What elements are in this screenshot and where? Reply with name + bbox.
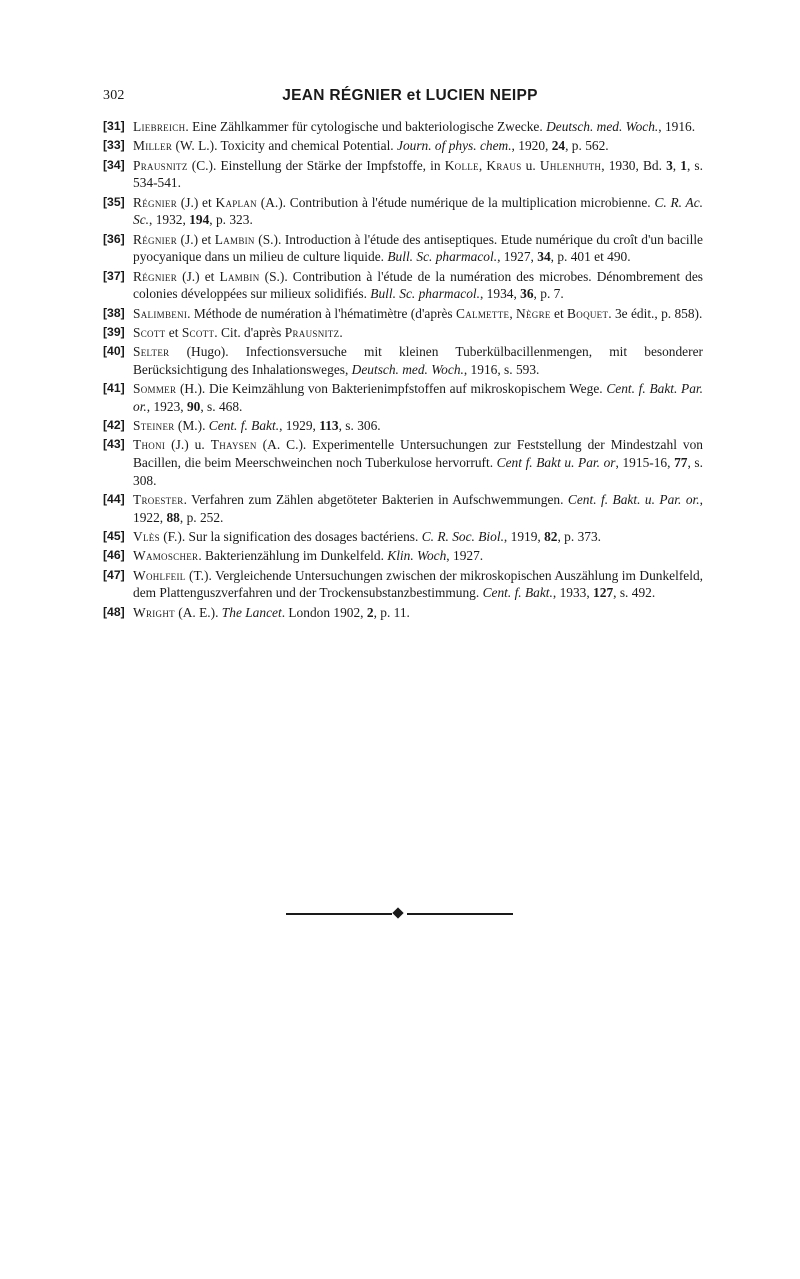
reference-fragment: (S.). Introduction à l'étude des antiseptiques. Etude numérique du croît d'un bacille pyocyanique dans un milieu de culture liquide.: [133, 231, 703, 265]
reference-text: [133, 324, 703, 342]
journal-title: Cent f. Bakt u. Par. or: [496, 455, 616, 471]
reference-fragment: , 1932,: [149, 212, 190, 228]
volume-number: 82: [544, 529, 558, 545]
reference-fragment: , 1916.: [658, 119, 696, 134]
reference-fragment: . Cit. d'après: [214, 324, 285, 340]
author-name: Salimbeni: [133, 305, 188, 321]
volume-number: 36: [520, 286, 534, 302]
reference-text: [133, 491, 703, 526]
volume-number: 113: [319, 418, 339, 434]
author-name: Nègre: [516, 305, 551, 321]
reference-fragment: , s. 306.: [338, 418, 381, 434]
reference-text: [133, 547, 703, 565]
reference-fragment: (J.) et: [177, 231, 215, 247]
reference-fragment: , p. 252.: [179, 509, 224, 525]
reference-entry: [103, 157, 703, 192]
author-name: Vlès: [133, 529, 160, 545]
journal-title: Cent. f. Bakt.: [482, 585, 553, 601]
reference-fragment: (H.). Die Keimzählung von Bakterienimpfstoffen auf mikroskopischem Wege.: [176, 381, 607, 397]
author-name: Thaysen: [210, 437, 257, 453]
reference-entry: [103, 604, 703, 622]
page-number: 302: [103, 88, 125, 103]
reference-fragment: . Eine Zählkammer für cytologische und bakteriologische Zwecke.: [185, 119, 547, 134]
reference-fragment: et: [550, 305, 568, 321]
reference-fragment: . London 1902,: [281, 604, 367, 620]
reference-text: [133, 268, 703, 303]
reference-fragment: .: [339, 324, 343, 340]
reference-number: [44]: [103, 492, 125, 507]
reference-fragment: , p. 562.: [565, 138, 609, 154]
reference-text: [133, 343, 703, 378]
journal-title: Journ. of phys. chem.: [397, 138, 512, 154]
reference-text: [133, 305, 703, 323]
reference-number: [48]: [103, 604, 125, 619]
reference-number: [45]: [103, 529, 125, 544]
reference-entry: [103, 547, 703, 565]
author-name: Calmette: [455, 305, 510, 321]
reference-text: [133, 528, 703, 546]
reference-text: [133, 380, 703, 415]
reference-fragment: , s. 492.: [613, 585, 656, 601]
reference-fragment: , 1934,: [479, 286, 521, 302]
reference-text: [133, 118, 703, 136]
reference-list: [103, 118, 703, 623]
reference-fragment: (J.) et: [177, 194, 216, 210]
reference-text: [133, 137, 703, 155]
reference-entry: [103, 343, 703, 378]
author-name: Liebreich: [133, 119, 186, 134]
author-name: Régnier: [133, 231, 178, 247]
reference-fragment: ,: [478, 157, 487, 173]
reference-fragment: , s. 468.: [200, 398, 243, 414]
author-name: Boquet: [567, 305, 609, 321]
reference-fragment: (S.). Contribution à l'étude de la numération des microbes. Dénombrement des colonies développées sur milieux solidifiés.: [133, 268, 703, 302]
author-name: Wamoscher: [133, 548, 199, 564]
reference-fragment: , 1922,: [133, 492, 703, 525]
reference-fragment: , 1929,: [279, 418, 320, 434]
author-name: Lambin: [214, 231, 255, 247]
end-ornament: [286, 906, 513, 922]
reference-fragment: , 1923,: [146, 398, 187, 414]
journal-title: Deutsch. med. Woch.: [546, 119, 659, 134]
reference-entry: [103, 324, 703, 342]
reference-fragment: . Verfahren zum Zählen abgetöteter Bakterien in Aufschwemmungen.: [183, 492, 568, 508]
reference-fragment: , s. 534-541.: [133, 157, 703, 191]
reference-entry: [103, 491, 703, 526]
reference-fragment: (C.). Einstellung der Stärke der Impfstoffe, in: [187, 157, 445, 173]
ornament-rule-right: [407, 913, 513, 915]
author-name: Miller: [133, 138, 173, 154]
reference-fragment: . 3e édit., p. 858).: [608, 305, 703, 321]
journal-title: The Lancet: [221, 604, 282, 620]
journal-title: Cent. f. Bakt. Par. or.: [133, 381, 703, 414]
reference-text: [133, 436, 703, 489]
reference-fragment: , 1927,: [497, 249, 538, 265]
reference-fragment: , p. 7.: [533, 286, 564, 302]
reference-number: [37]: [103, 268, 125, 283]
reference-fragment: u.: [521, 157, 540, 173]
reference-entry: [103, 436, 703, 489]
author-name: Uhlenhuth: [539, 157, 602, 173]
reference-number: [41]: [103, 381, 125, 396]
author-name: Kraus: [486, 157, 522, 173]
reference-fragment: , p. 373.: [557, 529, 602, 545]
reference-number: [31]: [103, 119, 125, 133]
reference-text: [133, 604, 703, 622]
author-name: Wohlfeil: [133, 567, 186, 583]
reference-fragment: , 1916, s. 593.: [463, 361, 540, 377]
author-name: Régnier: [133, 268, 178, 284]
reference-fragment: , 1915-16,: [615, 455, 675, 471]
reference-fragment: , p. 401 et 490.: [550, 249, 631, 265]
author-name: Kolle: [444, 157, 479, 173]
author-name: Prausnitz: [133, 157, 188, 173]
reference-number: [34]: [103, 157, 125, 172]
reference-entry: [103, 194, 703, 229]
reference-entry: [103, 380, 703, 415]
reference-fragment: , 1920,: [511, 138, 552, 154]
reference-entry: [103, 231, 703, 266]
volume-number: 77: [674, 455, 688, 471]
reference-fragment: ,: [672, 157, 681, 173]
reference-text: [133, 417, 703, 435]
reference-number: [47]: [103, 567, 125, 582]
reference-number: [39]: [103, 324, 125, 339]
reference-text: [133, 194, 703, 229]
reference-fragment: (A. C.). Experimentelle Untersuchungen zur Feststellung der Mindestzahl von Bacillen, die beim Meerschweinchen noch Tuberkulose hervorruft.: [133, 437, 703, 471]
reference-fragment: , s. 308.: [133, 455, 703, 488]
reference-number: [40]: [103, 344, 125, 359]
author-name: Lambin: [219, 268, 260, 284]
reference-fragment: (Hugo). Infectionsversuche mit kleinen Tuberkülbacillenmengen, mit besonderer Berücksichtigung des Inhalationsweges,: [133, 344, 703, 377]
reference-entry: [103, 417, 703, 435]
author-name: Scott: [133, 324, 166, 340]
reference-fragment: , 1927.: [446, 548, 484, 564]
author-name: Sommer: [133, 381, 177, 397]
author-name: Thoni: [133, 437, 166, 453]
reference-number: [35]: [103, 194, 125, 209]
reference-number: [38]: [103, 305, 125, 320]
reference-fragment: , 1919,: [503, 529, 545, 545]
journal-title: Cent. f. Bakt.: [208, 418, 280, 434]
reference-entry: [103, 137, 703, 155]
reference-number: [33]: [103, 138, 125, 153]
reference-fragment: , p. 323.: [209, 212, 253, 228]
author-name: Selter: [133, 344, 170, 360]
journal-title: Klin. Woch: [387, 548, 447, 564]
reference-fragment: (M.).: [174, 418, 209, 434]
journal-title: C. R. Soc. Biol.: [421, 529, 504, 545]
volume-number: 88: [166, 509, 180, 525]
reference-number: [43]: [103, 437, 125, 452]
author-name: Wright: [133, 604, 175, 620]
reference-text: [133, 157, 703, 192]
reference-entry: [103, 567, 703, 602]
reference-text: [133, 567, 703, 602]
reference-entry: [103, 268, 703, 303]
author-name: Scott: [181, 324, 215, 340]
journal-title: Bull. Sc. pharmacol.: [387, 249, 498, 265]
reference-fragment: (A.). Contribution à l'étude numérique de la multiplication microbienne.: [256, 194, 655, 210]
reference-entry: [103, 305, 703, 323]
reference-fragment: (W. L.). Toxicity and chemical Potential.: [172, 138, 397, 154]
reference-number: [46]: [103, 548, 125, 563]
reference-fragment: , 1933,: [552, 585, 594, 601]
volume-number: 34: [537, 249, 551, 265]
reference-text: [133, 231, 703, 266]
reference-fragment: , 1930, Bd.: [601, 157, 667, 173]
reference-fragment: (T.). Vergleichende Untersuchungen zwischen der mikroskopischen Auszählung im Dunkelfeld, dem Plattenguszverfahren und der Trockensubstanzbestimmung.: [133, 567, 703, 601]
reference-fragment: . Méthode de numération à l'hématimètre (d'après: [187, 305, 456, 321]
journal-title: Cent. f. Bakt. u. Par. or.: [567, 492, 700, 508]
author-name: Kaplan: [215, 194, 257, 210]
author-name: Steiner: [133, 418, 175, 434]
page-header: [103, 88, 717, 112]
reference-fragment: et: [165, 324, 182, 340]
reference-fragment: , p. 11.: [373, 604, 410, 620]
reference-entry: [103, 118, 703, 136]
reference-fragment: ,: [509, 305, 517, 321]
volume-number: 127: [593, 585, 614, 601]
running-title: JEAN RÉGNIER et LUCIEN NEIPP: [282, 87, 538, 104]
volume-number: 90: [186, 398, 201, 414]
reference-entry: [103, 528, 703, 546]
reference-fragment: (F.). Sur la signification des dosages bactériens.: [159, 529, 422, 545]
author-name: Régnier: [133, 194, 178, 210]
journal-title: Bull. Sc. pharmacol.: [370, 286, 480, 302]
volume-number: 3: [666, 157, 673, 173]
reference-number: [42]: [103, 418, 125, 433]
reference-fragment: . Bakterienzählung im Dunkelfeld.: [198, 548, 388, 564]
volume-number: 194: [189, 212, 210, 228]
diamond-icon: [392, 907, 403, 918]
reference-fragment: (A. E.).: [174, 604, 222, 620]
journal-title: Deutsch. med. Woch.: [351, 361, 464, 377]
reference-number: [36]: [103, 231, 125, 246]
volume-number: 24: [551, 138, 566, 154]
journal-title: C. R. Ac. Sc.: [133, 194, 704, 228]
reference-fragment: (J.) et: [177, 268, 220, 284]
reference-fragment: (J.) u.: [165, 437, 211, 453]
volume-number: 1: [680, 157, 687, 173]
author-name: Prausnitz: [284, 324, 340, 340]
ornament-rule-left: [286, 913, 392, 915]
volume-number: 2: [366, 604, 374, 620]
author-name: Troester: [133, 492, 184, 508]
